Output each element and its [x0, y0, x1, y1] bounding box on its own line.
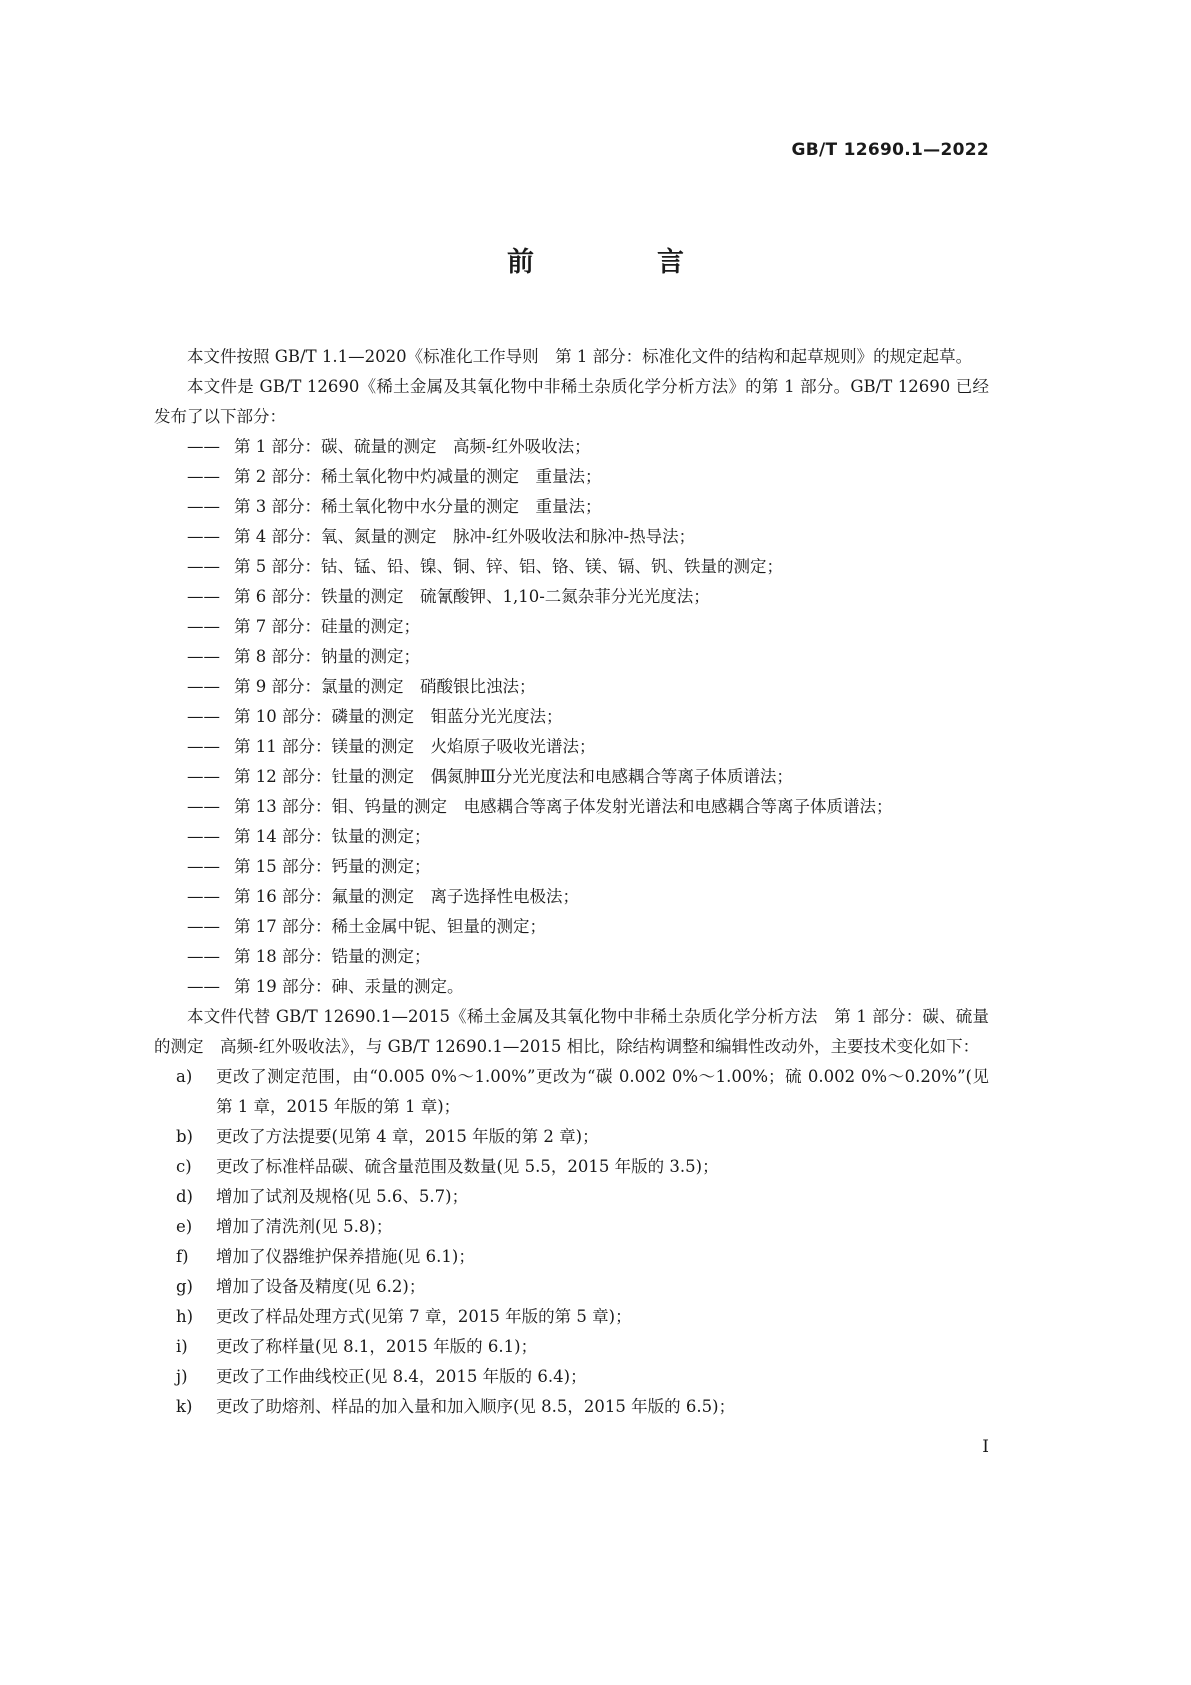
- dash-marker: ——: [187, 587, 220, 606]
- item-text: 更改了测定范围，由“0.005 0%～1.00%”更改为“碳 0.002 0%～1.00%；硫 0.002 0%～0.20%”(见第 1 章，2015 年版的第 1 章)；: [216, 1067, 989, 1116]
- item-marker: d): [176, 1187, 193, 1206]
- dash-marker: ——: [187, 827, 220, 846]
- list-item: [154, 882, 989, 912]
- list-item: [154, 942, 989, 972]
- item-marker: f): [176, 1247, 189, 1266]
- list-item: [154, 1392, 989, 1422]
- list-item: [154, 732, 989, 762]
- list-item: [154, 1182, 989, 1212]
- item-text: 增加了清洗剂(见 5.8)；: [216, 1217, 393, 1236]
- standard-code: GB/T 12690.1—2022: [791, 140, 989, 160]
- item-text: 更改了助熔剂、样品的加入量和加入顺序(见 8.5，2015 年版的 6.5)；: [216, 1397, 736, 1416]
- item-text: 更改了样品处理方式(见第 7 章，2015 年版的第 5 章)；: [216, 1307, 632, 1326]
- changes-list: [154, 1062, 989, 1422]
- part-text: 第 8 部分：钠量的测定；: [234, 647, 420, 666]
- list-item: [154, 492, 989, 522]
- item-marker: a): [176, 1067, 193, 1086]
- page-title: 前 言: [507, 247, 732, 278]
- dash-marker: ——: [187, 767, 220, 786]
- list-item: [154, 1272, 989, 1302]
- part-text: 第 1 部分：碳、硫量的测定 高频-红外吸收法；: [234, 437, 591, 456]
- list-item: [154, 1122, 989, 1152]
- item-text: 增加了仪器维护保养措施(见 6.1)；: [216, 1247, 475, 1266]
- part-text: 第 14 部分：钛量的测定；: [234, 827, 431, 846]
- list-item: [154, 432, 989, 462]
- item-marker: b): [176, 1127, 193, 1146]
- item-text: 增加了设备及精度(见 6.2)；: [216, 1277, 426, 1296]
- intro-paragraph: 本文件是 GB/T 12690《稀土金属及其氧化物中非稀土杂质化学分析方法》的第 1 部分。GB/T 12690 已经发布了以下部分：: [154, 377, 989, 426]
- intro-paragraph: 本文件按照 GB/T 1.1—2020《标准化工作导则 第 1 部分：标准化文件的结构和起草规则》的规定起草。: [187, 347, 973, 366]
- item-marker: c): [176, 1157, 192, 1176]
- dash-marker: ——: [187, 977, 220, 996]
- list-item: [154, 972, 989, 1002]
- list-item: [154, 522, 989, 552]
- parts-list: [154, 432, 989, 1002]
- list-item: [154, 762, 989, 792]
- part-text: 第 10 部分：磷量的测定 钼蓝分光光度法；: [234, 707, 563, 726]
- part-text: 第 18 部分：锆量的测定；: [234, 947, 431, 966]
- item-text: 更改了称样量(见 8.1，2015 年版的 6.1)；: [216, 1337, 538, 1356]
- foreword-body: [154, 342, 989, 1422]
- list-item: [154, 552, 989, 582]
- item-marker: k): [176, 1397, 193, 1416]
- dash-marker: ——: [187, 617, 220, 636]
- list-item: [154, 1362, 989, 1392]
- dash-marker: ——: [187, 887, 220, 906]
- dash-marker: ——: [187, 467, 220, 486]
- list-item: [154, 1332, 989, 1362]
- item-marker: h): [176, 1307, 194, 1326]
- list-item: [154, 1212, 989, 1242]
- list-item: [154, 912, 989, 942]
- item-marker: j): [176, 1367, 188, 1386]
- list-item: [154, 1242, 989, 1272]
- part-text: 第 16 部分：氟量的测定 离子选择性电极法；: [234, 887, 579, 906]
- list-item: [154, 642, 989, 672]
- part-text: 第 6 部分：铁量的测定 硫氰酸钾、1,10-二氮杂菲分光光度法；: [234, 587, 710, 606]
- part-text: 第 9 部分：氯量的测定 硝酸银比浊法；: [234, 677, 536, 696]
- part-text: 第 5 部分：钴、锰、铅、镍、铜、锌、铝、铬、镁、镉、钒、铁量的测定；: [234, 557, 783, 576]
- list-item: [154, 702, 989, 732]
- list-item: [154, 852, 989, 882]
- dash-marker: ——: [187, 947, 220, 966]
- dash-marker: ——: [187, 527, 220, 546]
- dash-marker: ——: [187, 557, 220, 576]
- list-item: [154, 672, 989, 702]
- dash-marker: ——: [187, 647, 220, 666]
- part-text: 第 15 部分：钙量的测定；: [234, 857, 431, 876]
- list-item: [154, 1062, 989, 1122]
- part-text: 第 11 部分：镁量的测定 火焰原子吸收光谱法；: [234, 737, 596, 756]
- part-text: 第 3 部分：稀土氧化物中水分量的测定 重量法；: [234, 497, 602, 516]
- dash-marker: ——: [187, 737, 220, 756]
- dash-marker: ——: [187, 437, 220, 456]
- list-item: [154, 822, 989, 852]
- item-text: 增加了试剂及规格(见 5.6、5.7)；: [216, 1187, 469, 1206]
- part-text: 第 7 部分：硅量的测定；: [234, 617, 420, 636]
- item-text: 更改了方法提要(见第 4 章，2015 年版的第 2 章)；: [216, 1127, 599, 1146]
- item-marker: e): [176, 1217, 193, 1236]
- list-item: [154, 792, 989, 822]
- part-text: 第 12 部分：钍量的测定 偶氮胂Ⅲ分光光度法和电感耦合等离子体质谱法；: [234, 767, 793, 786]
- part-text: 第 13 部分：钼、钨量的测定 电感耦合等离子体发射光谱法和电感耦合等离子体质谱法；: [234, 797, 893, 816]
- part-text: 第 19 部分：砷、汞量的测定。: [234, 977, 464, 996]
- item-marker: g): [176, 1277, 193, 1296]
- part-text: 第 2 部分：稀土氧化物中灼减量的测定 重量法；: [234, 467, 602, 486]
- dash-marker: ——: [187, 677, 220, 696]
- part-text: 第 17 部分：稀土金属中铌、钽量的测定；: [234, 917, 546, 936]
- list-item: [154, 462, 989, 492]
- list-item: [154, 582, 989, 612]
- dash-marker: ——: [187, 797, 220, 816]
- part-text: 第 4 部分：氧、氮量的测定 脉冲-红外吸收法和脉冲-热导法；: [234, 527, 696, 546]
- dash-marker: ——: [187, 497, 220, 516]
- item-marker: i): [176, 1337, 188, 1356]
- dash-marker: ——: [187, 707, 220, 726]
- list-item: [154, 1302, 989, 1332]
- page-number: I: [982, 1437, 989, 1457]
- item-text: 更改了工作曲线校正(见 8.4，2015 年版的 6.4)；: [216, 1367, 587, 1386]
- dash-marker: ——: [187, 917, 220, 936]
- list-item: [154, 612, 989, 642]
- item-text: 更改了标准样品碳、硫含量范围及数量(见 5.5，2015 年版的 3.5)；: [216, 1157, 719, 1176]
- list-item: [154, 1152, 989, 1182]
- replace-paragraph: 本文件代替 GB/T 12690.1—2015《稀土金属及其氧化物中非稀土杂质化学分析方法 第 1 部分：碳、硫量的测定 高频-红外吸收法》，与 GB/T 12690.1—2015 相比，除结构调整和编辑性改动外，主要技术变化如下：: [154, 1007, 989, 1056]
- dash-marker: ——: [187, 857, 220, 876]
